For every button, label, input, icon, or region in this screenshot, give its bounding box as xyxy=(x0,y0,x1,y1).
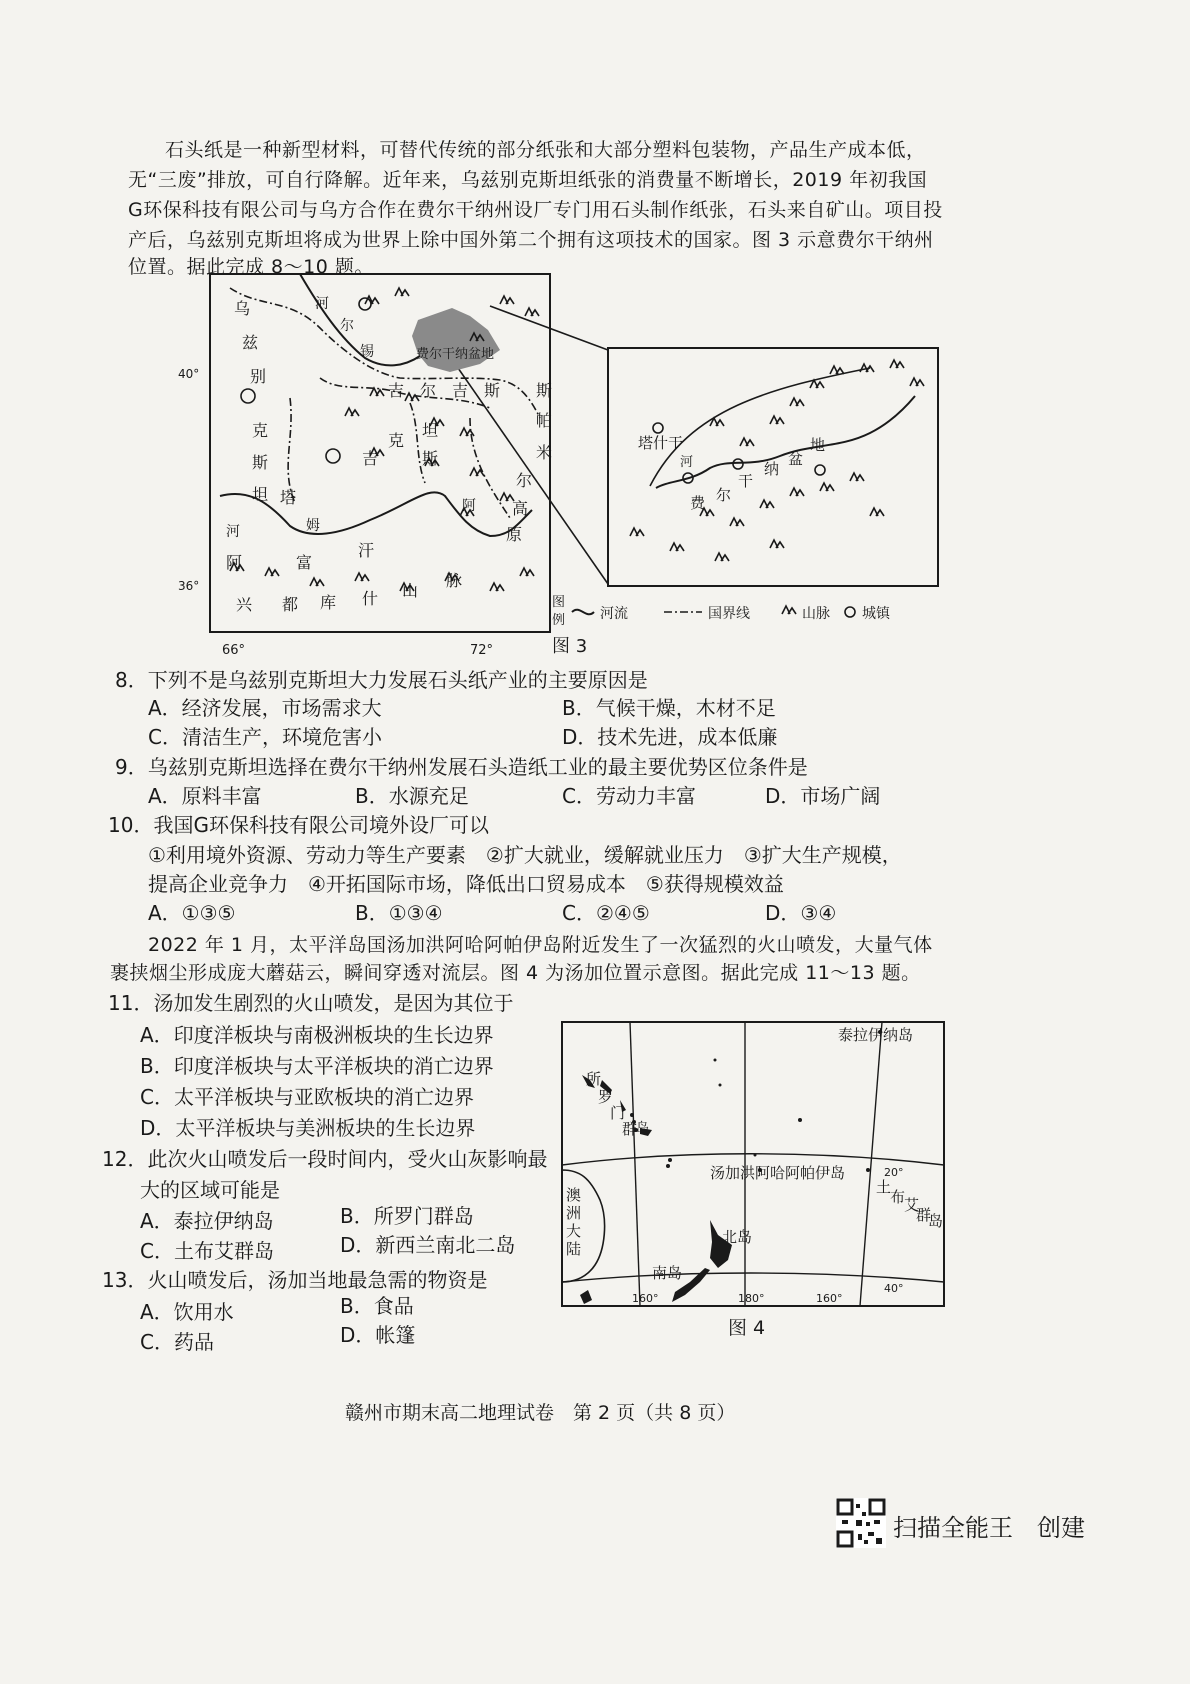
q8-option-a: A．经济发展，市场需求大 xyxy=(148,696,382,720)
legend-mountain: 山脉 xyxy=(802,606,830,622)
lat-36-label: 36° xyxy=(178,579,200,593)
town-marker xyxy=(326,449,340,463)
intro1-line-2: 无“三废”排放，可自行降解。近年来，乌兹别克斯坦纸张的消费量不断增长，2019 年初我国 xyxy=(128,169,928,191)
label-tajik-2: 吉 xyxy=(362,449,379,468)
label-afghan-3: 汗 xyxy=(358,541,375,560)
legend-river: 河流 xyxy=(600,606,628,622)
label-pamir-1: 帕 xyxy=(536,411,553,430)
town-marker xyxy=(241,389,255,403)
label-hindu-1: 兴 xyxy=(236,595,253,614)
label-he2: 河 xyxy=(226,524,240,540)
label-lon-160a: 160° xyxy=(632,1292,659,1305)
label-australia-3: 大 xyxy=(566,1222,582,1240)
intro2-line-2: 裹挟烟尘形成庞大蘑菇云，瞬间穿透对流层。图 4 为汤加位置示意图。据此完成 11～13 题。 xyxy=(110,962,921,984)
fig3-caption: 图 3 xyxy=(552,636,588,657)
label-tubuai-5: 岛 xyxy=(928,1212,944,1230)
label-hindu-3: 库 xyxy=(320,593,337,612)
qr-code-icon xyxy=(836,1498,886,1548)
intro1-line-4: 产后，乌兹别克斯坦将成为世界上除中国外第二个拥有这项技术的国家。图 3 示意费尔干纳州 xyxy=(128,229,934,251)
label-tubuai-4: 群 xyxy=(916,1206,932,1224)
legend-border: 国界线 xyxy=(708,606,750,622)
label-uzbek-6: 坦 xyxy=(252,485,269,504)
scanner-watermark: 扫描全能王 创建 xyxy=(893,1514,1085,1542)
inset-label-fer-1: 费 xyxy=(690,494,706,512)
label-tubuai-1: 土 xyxy=(876,1178,892,1196)
label-solomon-1: 所 xyxy=(586,1070,602,1088)
label-hindu-6: 脉 xyxy=(446,571,463,590)
lat-40-label: 40° xyxy=(178,367,200,381)
label-uzbek-4: 克 xyxy=(252,421,269,440)
label-he: 河 xyxy=(315,296,329,312)
page-footer: 赣州市期末高二地理试卷 第 2 页（共 8 页） xyxy=(345,1402,736,1424)
inset-label-fer-4: 纳 xyxy=(764,460,780,478)
label-uzbek-5: 斯 xyxy=(252,453,269,472)
q10-option-b: B．①③④ xyxy=(355,901,443,925)
q10-option-c: C．②④⑤ xyxy=(562,901,650,925)
q12-option-a: A．泰拉伊纳岛 xyxy=(140,1209,274,1233)
q10-option-d: D．③④ xyxy=(765,901,837,925)
label-pamir-3: 尔 xyxy=(516,471,533,490)
label-hindu-4: 什 xyxy=(362,589,379,608)
q9-option-c: C．劳动力丰富 xyxy=(562,784,696,808)
label-australia-1: 澳 xyxy=(566,1186,582,1204)
legend-title-1: 图 xyxy=(552,595,566,610)
legend-town: 城镇 xyxy=(862,606,890,622)
label-solomon-5: 岛 xyxy=(636,1121,650,1136)
figure-4-map xyxy=(560,1020,950,1365)
q10-stem: 10．我国G环保科技有限公司境外设厂可以 xyxy=(108,813,489,837)
label-solomon-4: 群 xyxy=(622,1120,638,1138)
label-australia-2: 洲 xyxy=(566,1204,582,1222)
label-lon-160b: 160° xyxy=(816,1292,843,1305)
legend-mountain-icon xyxy=(782,606,796,614)
q8-stem: 8．下列不是乌兹别克斯坦大力发展石头纸产业的主要原因是 xyxy=(115,668,648,692)
q11-option-d: D．太平洋板块与美洲板块的生长边界 xyxy=(140,1116,476,1140)
label-lat-40: 40° xyxy=(884,1282,904,1295)
legend-town-icon xyxy=(845,607,855,617)
lon-66-label: 66° xyxy=(222,643,246,658)
inset-label-fer-5: 盆 xyxy=(788,450,804,468)
inset-label-river: 河 xyxy=(680,455,694,470)
label-hindu-5: 山 xyxy=(402,581,419,600)
q11-option-c: C．太平洋板块与亚欧板块的消亡边界 xyxy=(140,1085,474,1109)
fig4-caption: 图 4 xyxy=(728,1317,766,1339)
legend-river-icon xyxy=(572,610,594,615)
inset-label-fer-3: 干 xyxy=(738,472,754,490)
q13-option-c: C．药品 xyxy=(140,1330,214,1354)
label-north-island: 北岛 xyxy=(722,1228,753,1246)
label-tubuai-3: 艾 xyxy=(904,1196,920,1214)
label-lat-20: 20° xyxy=(884,1166,904,1179)
q10-option-a: A．①③⑤ xyxy=(148,901,236,925)
label-amu-1: 阿 xyxy=(462,498,476,514)
label-teraina: 泰拉伊纳岛 xyxy=(838,1026,914,1044)
q12-option-c: C．土布艾群岛 xyxy=(140,1239,274,1263)
q13-option-a: A．饮用水 xyxy=(140,1300,234,1324)
q12-stem-line-2: 大的区域可能是 xyxy=(140,1178,280,1202)
label-uzbek-1: 乌 xyxy=(234,299,251,318)
label-fergana-basin: 费尔干纳盆地 xyxy=(416,347,495,362)
q11-option-a: A．印度洋板块与南极洲板块的生长边界 xyxy=(140,1023,494,1047)
legend-title-2: 例 xyxy=(552,613,566,628)
q11-option-b: B．印度洋板块与太平洋板块的消亡边界 xyxy=(140,1054,494,1078)
q13-option-d: D．帐篷 xyxy=(340,1323,416,1347)
fergana-basin-shape xyxy=(412,308,500,372)
label-afghan-2: 富 xyxy=(296,553,313,572)
label-tajik-v-1: 斯 xyxy=(536,381,553,400)
lon-72-label: 72° xyxy=(470,643,494,658)
q8-option-d: D．技术先进，成本低廉 xyxy=(562,725,778,749)
intro1-line-5: 位置。据此完成 8～10 题。 xyxy=(128,256,374,278)
label-pamir-2: 米 xyxy=(536,443,553,462)
label-pamir-5: 原 xyxy=(506,525,523,544)
label-lon-180: 180° xyxy=(738,1292,765,1305)
inset-river xyxy=(656,396,915,488)
q10-statements-line-1: ①利用境外资源、劳动力等生产要素 ②扩大就业，缓解就业压力 ③扩大生产规模， xyxy=(148,843,902,867)
q12-stem-line-1: 12．此次火山喷发后一段时间内，受火山灰影响最 xyxy=(102,1147,548,1171)
q13-stem: 13．火山喷发后，汤加当地最急需的物资是 xyxy=(102,1268,488,1292)
label-amu-2: 姆 xyxy=(306,518,320,534)
label-australia-4: 陆 xyxy=(566,1240,582,1258)
label-solomon-2: 罗 xyxy=(598,1088,614,1106)
label-uzbek-2: 兹 xyxy=(242,333,259,352)
label-kyrgyz: 吉尔吉斯 xyxy=(388,381,517,400)
inset-label-fer-6: 地 xyxy=(810,436,826,454)
q9-option-b: B．水源充足 xyxy=(355,784,469,808)
q8-option-b: B．气候干燥，木材不足 xyxy=(562,696,776,720)
q9-stem: 9．乌兹别克斯坦选择在费尔干纳州发展石头造纸工业的最主要优势区位条件是 xyxy=(115,755,808,779)
label-uzbek-3: 别 xyxy=(250,367,267,386)
inset-label-tashkent: 塔什干 xyxy=(638,434,684,452)
q12-option-d: D．新西兰南北二岛 xyxy=(340,1233,516,1257)
intro1-line-1: 石头纸是一种新型材料，可替代传统的部分纸张和大部分塑料包装物，产品生产成本低， xyxy=(165,139,926,161)
figure-3-map xyxy=(170,268,950,660)
q8-option-c: C．清洁生产，环境危害小 xyxy=(148,725,382,749)
label-tajik-3: 克 xyxy=(388,431,405,450)
label-tajik-4: 斯 xyxy=(422,449,439,468)
q10-statements-line-2: 提高企业竞争力 ④开拓国际市场，降低出口贸易成本 ⑤获得规模效益 xyxy=(148,872,784,896)
label-tonga: 汤加洪阿哈阿帕伊岛 xyxy=(710,1164,846,1182)
label-xi: 锡 xyxy=(360,344,374,360)
q9-option-d: D．市场广阔 xyxy=(765,784,881,808)
intro2-line-1: 2022 年 1 月，太平洋岛国汤加洪阿哈阿帕伊岛附近发生了一次猛烈的火山喷发，大量气体 xyxy=(148,934,933,956)
mountain-symbols xyxy=(230,288,539,591)
label-hindu-2: 都 xyxy=(282,595,299,614)
lat-40-line xyxy=(562,1273,944,1282)
q13-option-b: B．食品 xyxy=(340,1294,414,1318)
q12-option-b: B．所罗门群岛 xyxy=(340,1204,474,1228)
label-er: 尔 xyxy=(340,318,354,334)
label-tajik-1: 塔 xyxy=(280,488,297,507)
label-solomon-3: 门 xyxy=(610,1104,626,1122)
inset-label-fer-2: 尔 xyxy=(716,486,732,504)
intro1-line-3: G环保科技有限公司与乌方合作在费尔干纳州设厂专门用石头制作纸张，石头来自矿山。项目投 xyxy=(128,199,943,221)
label-pamir-4: 高 xyxy=(512,499,529,518)
label-south-island: 南岛 xyxy=(652,1264,683,1282)
label-tajik-v-2: 坦 xyxy=(422,421,439,440)
label-afghan-1: 阿 xyxy=(226,553,243,572)
fig3-legend xyxy=(552,595,891,628)
q11-stem: 11．汤加发生剧烈的火山喷发，是因为其位于 xyxy=(108,991,514,1015)
label-tubuai-2: 布 xyxy=(890,1188,906,1206)
q9-option-a: A．原料丰富 xyxy=(148,784,262,808)
